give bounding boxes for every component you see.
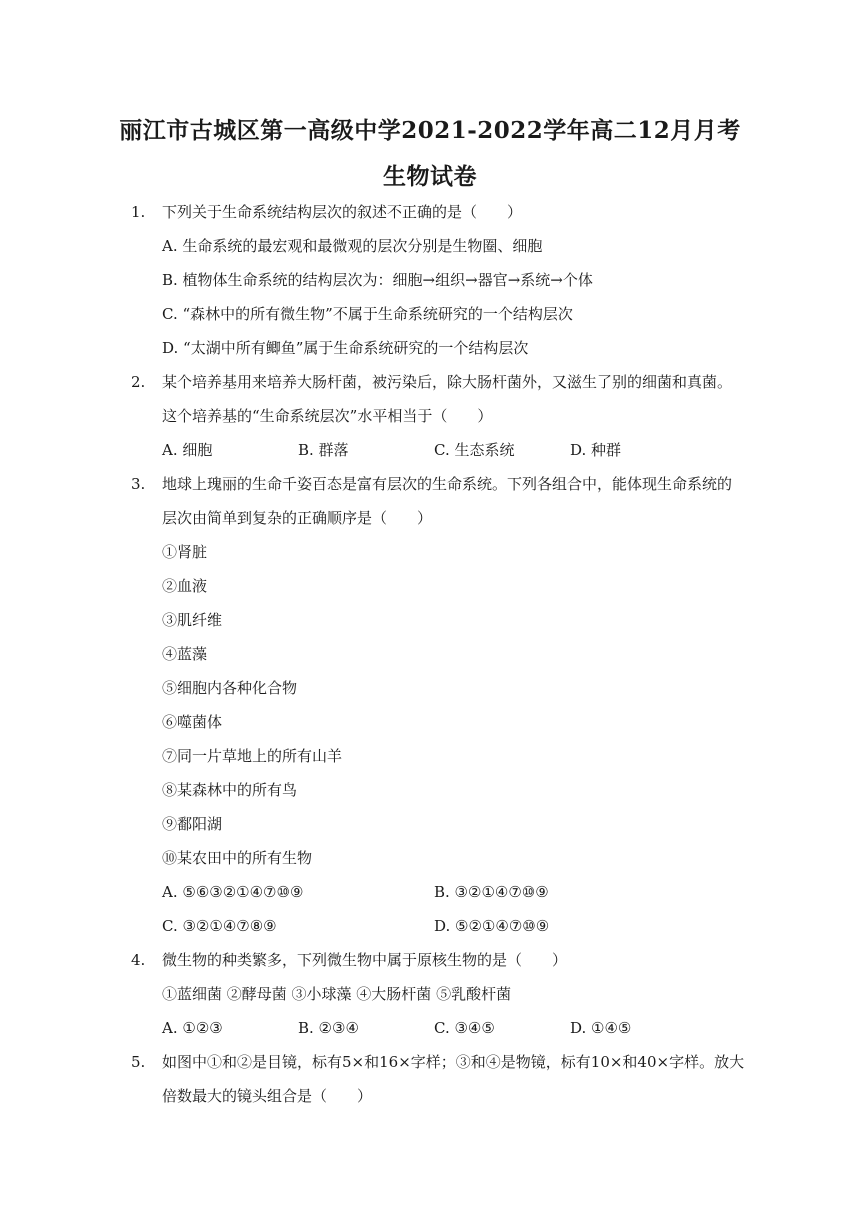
option-a: A. ⑤⑥③②①④⑦⑩⑨ xyxy=(162,883,304,901)
list-item: ⑥噬菌体 xyxy=(162,713,223,731)
list-item: ⑤细胞内各种化合物 xyxy=(162,679,298,697)
list-item: ⑦同一片草地上的所有山羊 xyxy=(162,747,343,765)
option-c: C. ③②①④⑦⑧⑨ xyxy=(162,917,277,935)
option-d: D. “太湖中所有鲫鱼”属于生命系统研究的一个结构层次 xyxy=(162,339,529,357)
list-item: ②血液 xyxy=(162,577,208,595)
question-number: 5. xyxy=(131,1053,146,1071)
question-number: 1. xyxy=(131,203,146,221)
option-b: B. 植物体生命系统的结构层次为：细胞→组织→器官→系统→个体 xyxy=(162,271,593,289)
option-d: D. ①④⑤ xyxy=(570,1019,632,1037)
list-item: ①肾脏 xyxy=(162,543,208,561)
option-c: C. “森林中的所有微生物”不属于生命系统研究的一个结构层次 xyxy=(162,305,573,323)
list-item: ①蓝细菌 ②酵母菌 ③小球藻 ④大肠杆菌 ⑤乳酸杆菌 xyxy=(162,985,512,1003)
list-item: ④蓝藻 xyxy=(162,645,208,663)
option-c: C. 生态系统 xyxy=(434,441,515,459)
question-stem: 微生物的种类繁多，下列微生物中属于原核生物的是（ ） xyxy=(162,951,568,969)
list-item: ⑨鄱阳湖 xyxy=(162,815,223,833)
option-d: D. ⑤②①④⑦⑩⑨ xyxy=(434,917,550,935)
option-a: A. ①②③ xyxy=(162,1019,223,1037)
question-number: 4. xyxy=(131,951,146,969)
question-stem: 某个培养基用来培养大肠杆菌，被污染后，除大肠杆菌外，又滋生了别的细菌和真菌。 xyxy=(162,373,733,391)
option-d: D. 种群 xyxy=(570,441,622,459)
option-b: B. ③②①④⑦⑩⑨ xyxy=(434,883,549,901)
question-stem: 这个培养基的“生命系统层次”水平相当于（ ） xyxy=(162,407,493,425)
question-number: 3. xyxy=(131,475,146,493)
list-item: ⑧某森林中的所有鸟 xyxy=(162,781,298,799)
option-b: B. 群落 xyxy=(298,441,349,459)
question-number: 2. xyxy=(131,373,146,391)
question-stem: 地球上瑰丽的生命千姿百态是富有层次的生命系统。下列各组合中，能体现生命系统的 xyxy=(162,475,733,493)
list-item: ③肌纤维 xyxy=(162,611,223,629)
question-stem: 如图中①和②是目镜，标有5×和16×字样；③和④是物镜，标有10×和40×字样。放大 xyxy=(162,1053,745,1071)
option-a: A. 细胞 xyxy=(162,441,213,459)
question-stem: 倍数最大的镜头组合是（ ） xyxy=(162,1087,373,1105)
question-stem: 下列关于生命系统结构层次的叙述不正确的是（ ） xyxy=(162,203,523,221)
option-b: B. ②③④ xyxy=(298,1019,359,1037)
option-c: C. ③④⑤ xyxy=(434,1019,495,1037)
option-a: A. 生命系统的最宏观和最微观的层次分别是生物圈、细胞 xyxy=(162,237,543,255)
list-item: ⑩某农田中的所有生物 xyxy=(162,849,313,867)
exam-subtitle: 生物试卷 xyxy=(383,163,477,190)
exam-title: 丽江市古城区第一高级中学2021-2022学年高二12月月考 xyxy=(119,117,741,144)
question-stem: 层次由简单到复杂的正确顺序是（ ） xyxy=(162,509,433,527)
